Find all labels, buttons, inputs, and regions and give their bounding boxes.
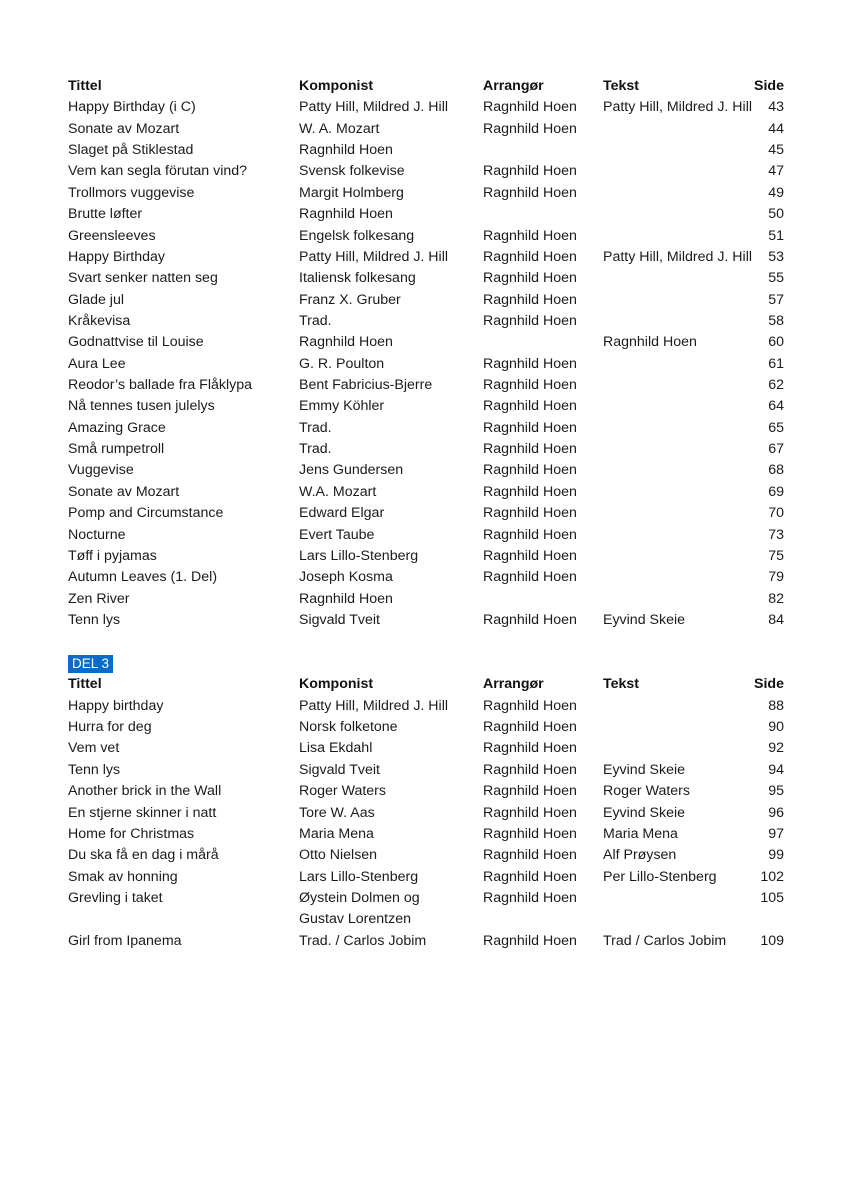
song-title: Pomp and Circumstance — [68, 505, 224, 522]
page-number: 96 — [768, 804, 784, 821]
lyricist — [603, 418, 754, 439]
song-title: Slaget på Stiklestad — [68, 142, 194, 159]
header-title: Tittel — [68, 78, 102, 94]
arranger: Ragnhild Hoen — [483, 398, 577, 415]
composer-line-2: Gustav Lorentzen — [299, 911, 411, 928]
arranger: Ragnhild Hoen — [483, 569, 577, 586]
page-number: 70 — [768, 505, 784, 522]
lyricist — [603, 888, 754, 931]
document-page — [0, 76, 849, 952]
song-title: Tenn lys — [68, 611, 121, 628]
lyricist: Eyvind Skeie — [603, 611, 686, 628]
lyricist — [603, 396, 754, 417]
table-row — [68, 567, 784, 588]
song-title: Tøff i pyjamas — [68, 547, 157, 564]
song-title: Sonate av Mozart — [68, 120, 180, 137]
lyricist — [603, 204, 754, 225]
arranger: Ragnhild Hoen — [483, 740, 577, 757]
table-row — [68, 717, 784, 738]
page-number: 68 — [768, 462, 784, 479]
page-number: 102 — [760, 868, 784, 885]
song-title: Autumn Leaves (1. Del) — [68, 569, 218, 586]
lyricist — [603, 525, 754, 546]
table-row — [68, 546, 784, 567]
header-composer: Komponist — [299, 78, 374, 94]
song-title: Kråkevisa — [68, 312, 131, 329]
arranger: Ragnhild Hoen — [483, 377, 577, 394]
page-number: 47 — [768, 163, 784, 180]
lyricist: Patty Hill, Mildred J. Hill — [603, 99, 752, 116]
page-number: 60 — [768, 334, 784, 351]
section-spacer — [0, 631, 849, 653]
song-title: Home for Christmas — [68, 825, 195, 842]
song-title: En stjerne skinner i natt — [68, 804, 217, 821]
table-row — [68, 589, 784, 610]
composer: Ragnhild Hoen — [299, 590, 393, 607]
lyricist — [603, 226, 754, 247]
table-row — [68, 867, 784, 888]
page-number: 73 — [768, 526, 784, 543]
page-number: 64 — [768, 398, 784, 415]
arranger: Ragnhild Hoen — [483, 312, 577, 329]
table-row — [68, 354, 784, 375]
table-row — [68, 738, 784, 759]
header-title: Tittel — [68, 676, 102, 693]
song-title: Aura Lee — [68, 355, 126, 372]
song-title: Grevling i taket — [68, 889, 163, 906]
arranger: Ragnhild Hoen — [483, 804, 577, 821]
page-number: 84 — [768, 611, 784, 628]
lyricist — [603, 119, 754, 140]
section-badge-del-3: DEL 3 — [68, 655, 113, 673]
lyricist — [603, 589, 754, 610]
song-title: Greensleeves — [68, 227, 156, 244]
composer: Engelsk folkesang — [299, 227, 415, 244]
section-1-rows — [68, 97, 784, 631]
arranger: Ragnhild Hoen — [483, 889, 577, 906]
table-row — [68, 140, 784, 161]
arranger: Ragnhild Hoen — [483, 483, 577, 500]
table-row — [68, 268, 784, 289]
table-row — [68, 396, 784, 417]
arranger: Ragnhild Hoen — [483, 184, 577, 201]
page-number: 50 — [768, 206, 784, 223]
song-title: Nocturne — [68, 526, 126, 543]
lyricist — [603, 460, 754, 481]
song-title: Happy birthday — [68, 697, 164, 714]
lyricist — [603, 161, 754, 182]
arranger: Ragnhild Hoen — [483, 697, 577, 714]
arranger: Ragnhild Hoen — [483, 99, 577, 116]
table-row — [68, 439, 784, 460]
table-row — [68, 781, 784, 802]
table-row — [68, 610, 784, 631]
page-number: 45 — [768, 142, 784, 159]
song-title: Girl from Ipanema — [68, 932, 182, 949]
composer: Tore W. Aas — [299, 804, 375, 821]
page-number: 67 — [768, 441, 784, 458]
arranger: Ragnhild Hoen — [483, 120, 577, 137]
header-lyrics: Tekst — [603, 676, 640, 693]
page-number: 79 — [768, 569, 784, 586]
section-badge-row — [68, 653, 849, 674]
song-title: Brutte løfter — [68, 206, 143, 223]
composer: Svensk folkevise — [299, 163, 405, 180]
composer: Patty Hill, Mildred J. Hill — [299, 99, 448, 116]
composer: G. R. Poulton — [299, 355, 385, 372]
song-title: Svart senker natten seg — [68, 270, 218, 287]
composer: Patty Hill, Mildred J. Hill — [299, 248, 448, 265]
arranger: Ragnhild Hoen — [483, 419, 577, 436]
song-title: Happy Birthday (i C) — [68, 99, 196, 116]
composer: Roger Waters — [299, 783, 386, 800]
composer: Ragnhild Hoen — [299, 206, 393, 223]
song-title: Reodor’s ballade fra Flåklypa — [68, 377, 253, 394]
table-row — [68, 247, 784, 268]
table-row — [68, 375, 784, 396]
composer: Margit Holmberg — [299, 184, 404, 201]
table-row — [68, 803, 784, 824]
header-arranger: Arrangør — [483, 78, 544, 94]
arranger — [483, 332, 603, 353]
lyricist: Maria Mena — [603, 825, 678, 842]
page-number: 49 — [768, 184, 784, 201]
lyricist: Trad / Carlos Jobim — [603, 932, 727, 949]
composer: Emmy Köhler — [299, 398, 385, 415]
toc-table-section-2 — [68, 674, 784, 952]
table-row — [68, 696, 784, 717]
arranger: Ragnhild Hoen — [483, 441, 577, 458]
lyricist — [603, 183, 754, 204]
composer: Otto Nielsen — [299, 847, 378, 864]
page-number: 65 — [768, 419, 784, 436]
arranger: Ragnhild Hoen — [483, 227, 577, 244]
page-number: 69 — [768, 483, 784, 500]
header-composer: Komponist — [299, 676, 374, 693]
song-title: Glade jul — [68, 291, 124, 308]
arranger: Ragnhild Hoen — [483, 868, 577, 885]
lyricist: Patty Hill, Mildred J. Hill — [603, 248, 752, 265]
composer: Trad. — [299, 312, 332, 329]
song-title: Trollmors vuggevise — [68, 184, 195, 201]
table-row — [68, 204, 784, 225]
composer: Trad. — [299, 419, 332, 436]
lyricist — [603, 311, 754, 332]
composer: Ragnhild Hoen — [299, 334, 393, 351]
composer: Sigvald Tveit — [299, 761, 380, 778]
arranger — [483, 204, 603, 225]
page-number: 61 — [768, 355, 784, 372]
page-number: 105 — [760, 889, 784, 906]
composer: Edward Elgar — [299, 505, 385, 522]
composer-line-1: Øystein Dolmen og — [299, 889, 420, 906]
page-number: 95 — [768, 783, 784, 800]
lyricist — [603, 546, 754, 567]
song-title: Another brick in the Wall — [68, 783, 222, 800]
toc-table-section-1 — [68, 76, 784, 631]
header-arranger: Arrangør — [483, 676, 544, 693]
page-number: 43 — [768, 99, 784, 116]
lyricist — [603, 140, 754, 161]
table-row — [68, 525, 784, 546]
page-number: 55 — [768, 270, 784, 287]
arranger: Ragnhild Hoen — [483, 611, 577, 628]
composer: Lisa Ekdahl — [299, 740, 373, 757]
table-row — [68, 418, 784, 439]
table-row — [68, 161, 784, 182]
lyricist — [603, 268, 754, 289]
arranger: Ragnhild Hoen — [483, 719, 577, 736]
song-title: Vem kan segla förutan vind? — [68, 163, 248, 180]
arranger: Ragnhild Hoen — [483, 505, 577, 522]
table-row — [68, 845, 784, 866]
arranger: Ragnhild Hoen — [483, 932, 577, 949]
song-title: Du ska få en dag i mårå — [68, 847, 219, 864]
table-row — [68, 311, 784, 332]
arranger: Ragnhild Hoen — [483, 783, 577, 800]
song-title: Sonate av Mozart — [68, 483, 180, 500]
arranger: Ragnhild Hoen — [483, 462, 577, 479]
lyricist: Eyvind Skeie — [603, 804, 686, 821]
page-number: 44 — [768, 120, 784, 137]
composer: Patty Hill, Mildred J. Hill — [299, 697, 448, 714]
arranger — [483, 140, 603, 161]
page-number: 51 — [768, 227, 784, 244]
song-title: Vem vet — [68, 740, 120, 757]
table-row — [68, 931, 784, 952]
table-row — [68, 460, 784, 481]
table-row — [68, 183, 784, 204]
song-title: Hurra for deg — [68, 719, 152, 736]
song-title: Happy Birthday — [68, 248, 165, 265]
composer — [299, 888, 483, 931]
page-number: 109 — [760, 932, 784, 949]
composer: Jens Gundersen — [299, 462, 404, 479]
lyricist — [603, 567, 754, 588]
composer: Norsk folketone — [299, 719, 398, 736]
table-row — [68, 119, 784, 140]
song-title: Zen River — [68, 590, 130, 607]
table-row — [68, 888, 784, 931]
lyricist: Alf Prøysen — [603, 847, 677, 864]
composer: Joseph Kosma — [299, 569, 393, 586]
lyricist: Roger Waters — [603, 783, 690, 800]
song-title: Nå tennes tusen julelys — [68, 398, 215, 415]
composer: Lars Lillo-Stenberg — [299, 868, 419, 885]
header-lyrics: Tekst — [603, 78, 640, 94]
composer: W.A. Mozart — [299, 483, 377, 500]
composer: Sigvald Tveit — [299, 611, 380, 628]
header-page: Side — [754, 676, 784, 693]
lyricist — [603, 717, 754, 738]
arranger: Ragnhild Hoen — [483, 163, 577, 180]
page-number: 94 — [768, 761, 784, 778]
lyricist: Eyvind Skeie — [603, 761, 686, 778]
page-number: 82 — [768, 590, 784, 607]
page-number: 57 — [768, 291, 784, 308]
page-number: 88 — [768, 697, 784, 714]
arranger: Ragnhild Hoen — [483, 547, 577, 564]
arranger: Ragnhild Hoen — [483, 248, 577, 265]
page-number: 53 — [768, 248, 784, 265]
arranger: Ragnhild Hoen — [483, 761, 577, 778]
page-number: 58 — [768, 312, 784, 329]
page-number: 62 — [768, 377, 784, 394]
composer: Maria Mena — [299, 825, 374, 842]
composer: Ragnhild Hoen — [299, 142, 393, 159]
lyricist — [603, 482, 754, 503]
arranger: Ragnhild Hoen — [483, 526, 577, 543]
composer: Trad. — [299, 441, 332, 458]
lyricist — [603, 290, 754, 311]
composer: W. A. Mozart — [299, 120, 380, 137]
page-number: 97 — [768, 825, 784, 842]
song-title: Små rumpetroll — [68, 441, 165, 458]
lyricist — [603, 696, 754, 717]
arranger: Ragnhild Hoen — [483, 355, 577, 372]
table-row — [68, 824, 784, 845]
arranger: Ragnhild Hoen — [483, 825, 577, 842]
arranger: Ragnhild Hoen — [483, 270, 577, 287]
lyricist — [603, 354, 754, 375]
song-title: Tenn lys — [68, 761, 121, 778]
lyricist: Per Lillo-Stenberg — [603, 868, 717, 885]
page-number: 75 — [768, 547, 784, 564]
table-row — [68, 290, 784, 311]
lyricist — [603, 375, 754, 396]
song-title: Smak av honning — [68, 868, 178, 885]
table-row — [68, 97, 784, 118]
composer: Franz X. Gruber — [299, 291, 401, 308]
composer: Italiensk folkesang — [299, 270, 416, 287]
table-row — [68, 760, 784, 781]
table-row — [68, 503, 784, 524]
page-number: 90 — [768, 719, 784, 736]
table-row — [68, 332, 784, 353]
composer: Trad. / Carlos Jobim — [299, 932, 427, 949]
page-number: 92 — [768, 740, 784, 757]
section-2-rows — [68, 696, 784, 952]
song-title: Vuggevise — [68, 462, 134, 479]
arranger: Ragnhild Hoen — [483, 291, 577, 308]
lyricist — [603, 738, 754, 759]
song-title: Godnattvise til Louise — [68, 334, 204, 351]
composer: Bent Fabricius-Bjerre — [299, 377, 433, 394]
lyricist — [603, 503, 754, 524]
lyricist: Ragnhild Hoen — [603, 334, 697, 351]
composer: Lars Lillo-Stenberg — [299, 547, 419, 564]
composer: Evert Taube — [299, 526, 375, 543]
lyricist — [603, 439, 754, 460]
song-title: Amazing Grace — [68, 419, 166, 436]
page-number: 99 — [768, 847, 784, 864]
table-header-row — [68, 76, 784, 97]
table-row — [68, 226, 784, 247]
table-header-row — [68, 674, 784, 695]
header-page: Side — [754, 78, 784, 94]
arranger — [483, 589, 603, 610]
table-row — [68, 482, 784, 503]
arranger: Ragnhild Hoen — [483, 847, 577, 864]
